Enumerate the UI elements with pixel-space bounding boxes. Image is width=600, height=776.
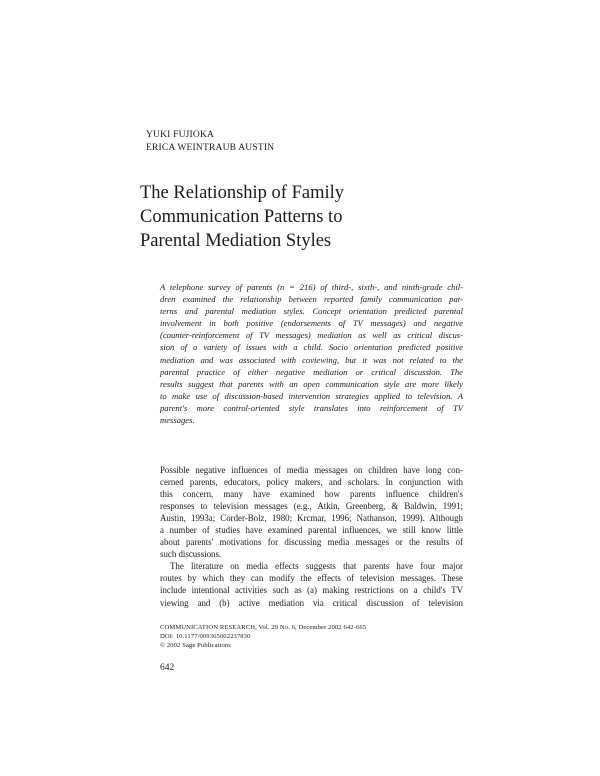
footer-line: COMMUNICATION RESEARCH, Vol. 29 No. 6, December 2002 642-665 bbox=[160, 624, 367, 631]
publication-footer bbox=[160, 623, 366, 650]
body-line: Possible negative influences of media messages on children have long con- bbox=[160, 465, 463, 475]
author-list bbox=[146, 129, 274, 155]
title-line: Parental Mediation Styles bbox=[140, 231, 332, 251]
author-name: ERICA WEINTRAUB AUSTIN bbox=[146, 143, 275, 153]
abstract-line: sion of a variety of issues with a child. Socio orientation predicted positive bbox=[160, 342, 463, 353]
body-line: Austin, 1993a; Corder-Bolz, 1980; Krcmar, 1996; Nathanson, 1999). Although bbox=[160, 513, 463, 524]
body-line: such discussions. bbox=[160, 549, 222, 560]
body-line: responses to television messages (e.g., Atkin, Greenberg, & Baldwin, 1991; bbox=[160, 501, 463, 512]
abstract-line: to make use of discussion-based intervention strategies applied to television. A bbox=[160, 390, 463, 401]
body-line: routes by which they can modify the effects of television messages. These bbox=[160, 573, 463, 584]
abstract-line: parent's more control-oriented style translates into reinforcement of TV bbox=[160, 402, 463, 413]
body-line: about parents' motivations for discussing media messages or the results of bbox=[160, 537, 463, 548]
abstract-line: results suggest that parents with an open communication style are more likely bbox=[160, 378, 463, 389]
author-name: YUKI FUJIOKA bbox=[146, 130, 215, 140]
abstract-line: parental practice of either negative mediation or critical discussion. The bbox=[160, 366, 463, 377]
body-line: The literature on media effects suggests that parents have four major bbox=[170, 561, 463, 572]
body-line: viewing and (b) active mediation via critical discussion of television bbox=[160, 597, 463, 608]
abstract-line: mediation and was associated with coviewing, but it was not related to the bbox=[160, 354, 463, 365]
footer-line: © 2002 Sage Publications bbox=[160, 642, 231, 649]
body-line: a number of studies have examined parental influences, we still know little bbox=[160, 525, 463, 536]
abstract-line: messages. bbox=[160, 415, 195, 426]
article-title bbox=[140, 181, 344, 253]
body-text bbox=[160, 464, 463, 609]
abstract-line: dren examined the relationship between reported family communication pat- bbox=[160, 294, 463, 305]
abstract-line: (counter-reinforcement of TV messages) mediation as well as critical discus- bbox=[160, 330, 463, 341]
footer-line: DOI: 10.1177/009365002237830 bbox=[160, 633, 251, 640]
abstract-line: A telephone survey of parents (n = 216) of third-, sixth-, and ninth-grade chil- bbox=[160, 282, 463, 292]
abstract bbox=[160, 281, 463, 426]
title-line: Communication Patterns to bbox=[140, 207, 343, 227]
body-line: this concern, many have examined how parents influence children's bbox=[160, 489, 463, 500]
body-line: include intentional activities such as (a) making restrictions on a child's TV bbox=[160, 585, 463, 596]
body-line: cerned parents, educators, policy makers, and scholars. In conjunction with bbox=[160, 477, 463, 488]
page-number: 642 bbox=[160, 663, 175, 673]
abstract-line: involvement in both positive (endorsements of TV messages) and negative bbox=[160, 318, 463, 329]
abstract-line: terns and parental mediation styles. Concept orientation predicted parental bbox=[160, 306, 463, 317]
title-line: The Relationship of Family bbox=[140, 183, 344, 203]
